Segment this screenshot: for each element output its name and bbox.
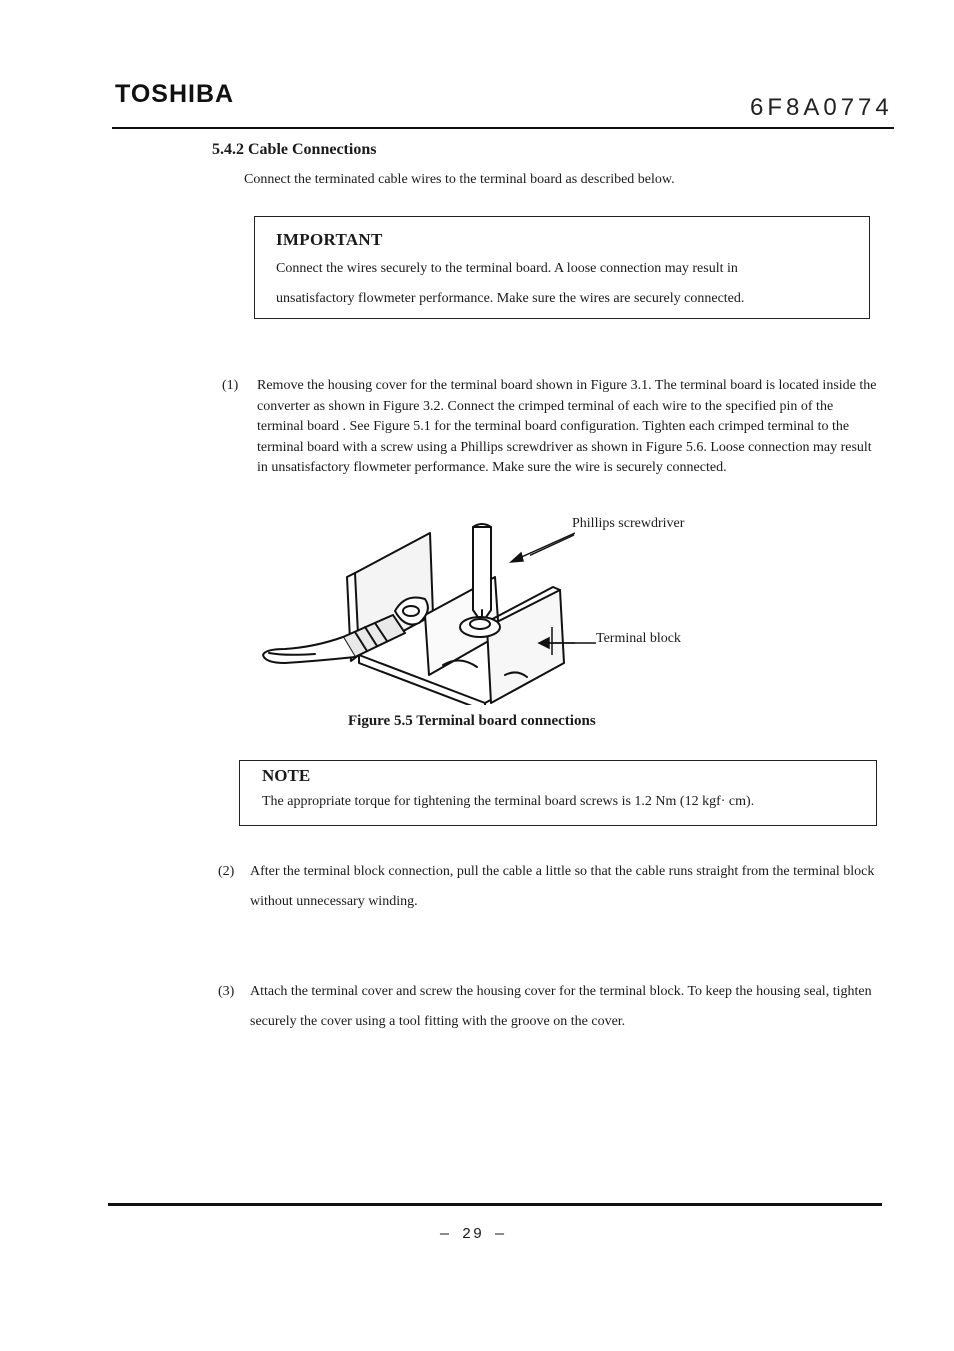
label-phillips-screwdriver: Phillips screwdriver [572,516,685,531]
toshiba-logo: TOSHIBA [115,80,235,108]
label-terminal-block: Terminal block [596,631,681,646]
terminal-board-illustration [255,515,575,705]
note-text: The appropriate torque for tightening the terminal board screws is 1.2 Nm (12 kgf· cm). [262,794,755,809]
note-box [239,760,877,826]
important-heading: IMPORTANT [276,230,383,249]
cable [263,637,355,663]
section-intro: Connect the terminated cable wires to the terminal board as described below. [244,172,675,187]
step-1 [222,376,882,479]
document-number: 6F8A0774 [750,94,893,121]
step-2-text: After the terminal block connection, pull the cable a little so that the cable runs straight from the terminal block without unnecessary winding. [250,864,875,909]
arrow-to-screwdriver [511,553,523,562]
step-1-number: (1) [222,378,239,393]
important-text-line-1: Connect the wires securely to the terminal board. A loose connection may result in [276,261,738,276]
step-2 [218,857,878,917]
step-2-number: (2) [218,864,235,879]
page-number: — 29 — [440,1226,507,1243]
footer-rule [108,1203,882,1206]
figure-caption: Figure 5.5 Terminal board connections [348,713,596,729]
step-3-number: (3) [218,984,235,999]
step-3-text: Attach the terminal cover and screw the housing cover for the terminal block. To keep the housing seal, tighten securely the cover using a tool fitting with the groove on the cover. [250,984,872,1029]
header-rule [112,127,894,129]
screwdriver [473,527,491,623]
step-3 [218,977,878,1037]
important-text-line-2: unsatisfactory flowmeter performance. Make sure the wires are securely connected. [276,291,745,306]
section-title: 5.4.2 Cable Connections [212,141,377,158]
step-1-text: Remove the housing cover for the terminal board shown in Figure 3.1. The terminal board is located inside the converter as shown in Figure 3.2. Connect the crimped terminal of each wire to the specified pin of the terminal board . See Figure 5.1 for the terminal board configuration. Tighten each crimped terminal to the terminal board with a screw using a Phillips screwdriver as shown in Figure 5.6. Loose connection may result in unsatisfactory flowmeter performance. Make sure the wire is securely connected. [257,378,877,475]
note-heading: NOTE [262,766,311,785]
